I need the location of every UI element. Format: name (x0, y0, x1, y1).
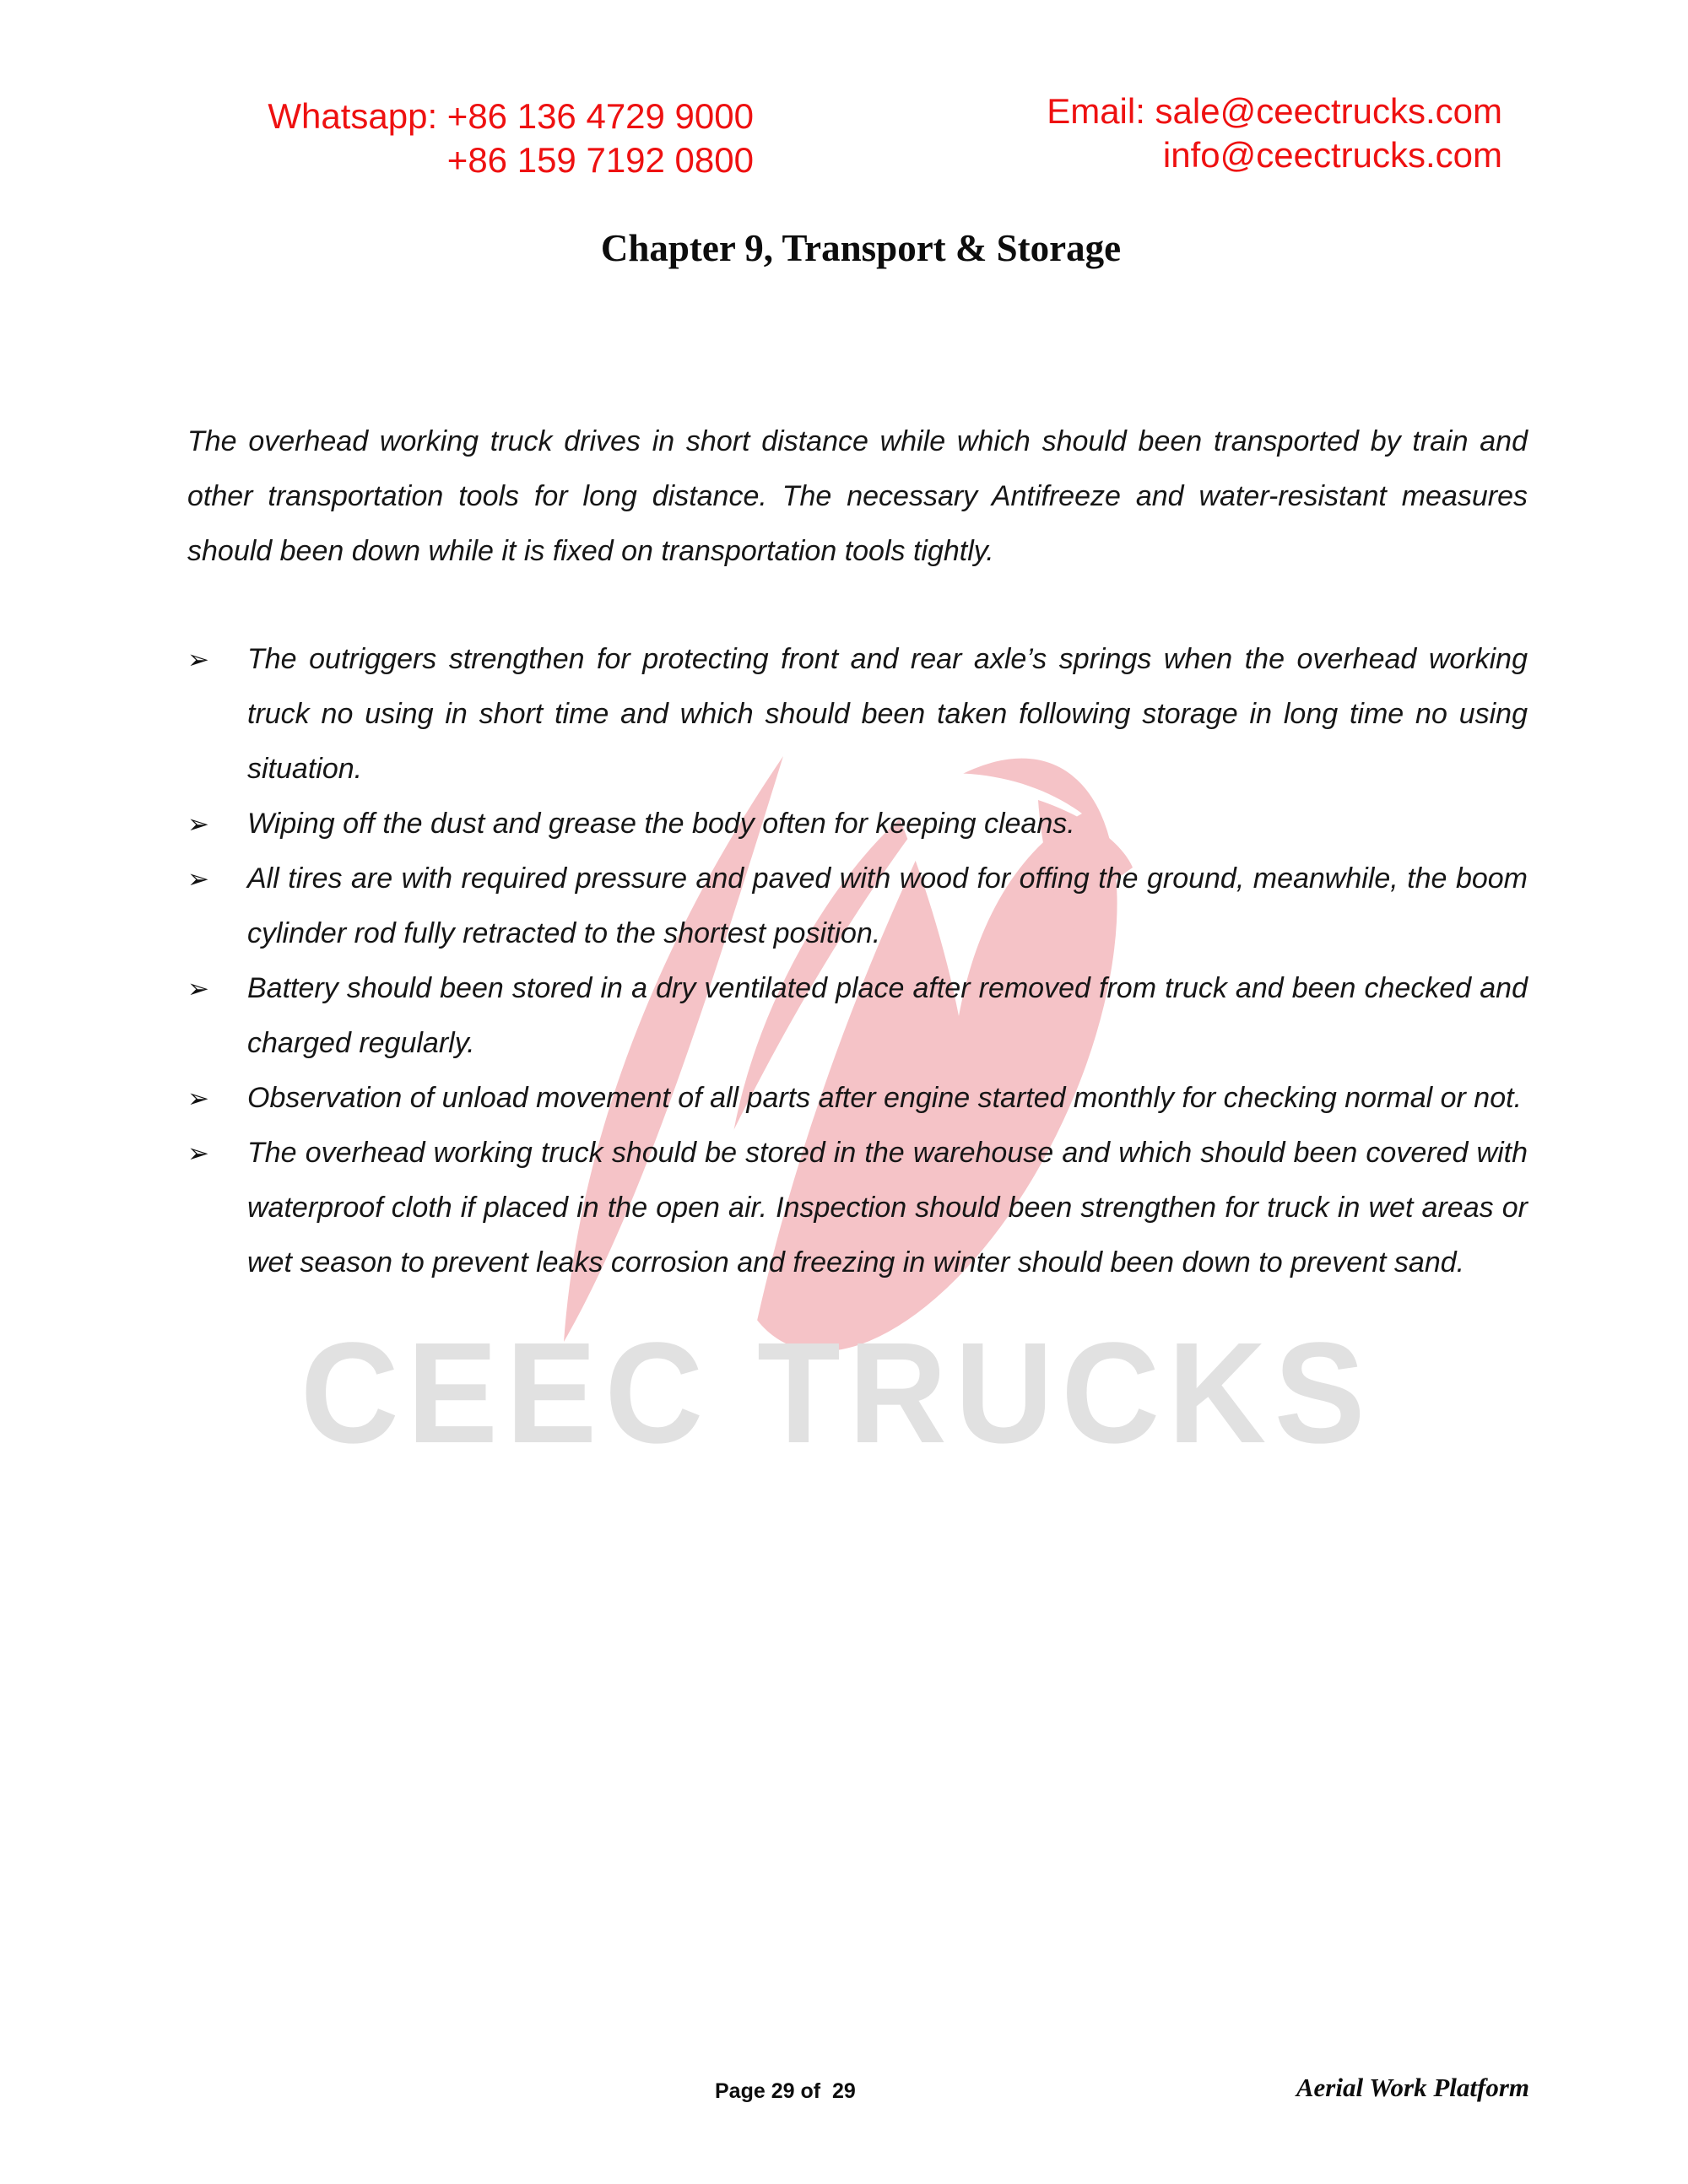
list-item-text: The outriggers strengthen for protecting front and rear axle’s springs when the overhead working truck no using in short time and which should been taken following storage in long time no using situation. (247, 643, 1528, 785)
footer-document-name: Aerial Work Platform (1296, 2073, 1529, 2102)
list-item-text: The overhead working truck should be stored in the warehouse and which should been covered with waterproof cloth if placed in the open air. Inspection should been strengthen for truck in wet areas or wet season to prevent leaks corrosion and freezing in winter should been down to prevent sand. (247, 1137, 1528, 1279)
arrow-bullet-icon: ➢ (187, 974, 209, 1003)
intro-paragraph: The overhead working truck drives in short distance while which should been transported by train and other transportation tools for long distance. The necessary Antifreeze and water-resistant measures should been down while it is fixed on transportation tools tightly. (187, 425, 1528, 567)
watermark-text: CEEC TRUCKS (300, 1313, 1373, 1473)
list-item-text: All tires are with required pressure and paved with wood for offing the ground, meanwhile, the boom cylinder rod fully retracted to the shortest position. (247, 862, 1528, 949)
arrow-bullet-icon: ➢ (187, 645, 209, 674)
chapter-title: Chapter 9, Transport & Storage (600, 227, 1122, 269)
list-item (187, 961, 1528, 1071)
email-address-line1: Email: sale@ceectrucks.com (1047, 91, 1502, 131)
list-item (187, 1071, 1528, 1126)
list-item (187, 851, 1528, 961)
arrow-bullet-icon: ➢ (187, 1138, 209, 1168)
arrow-bullet-icon: ➢ (187, 1084, 209, 1113)
arrow-bullet-icon: ➢ (187, 809, 209, 839)
list-item-text: Wiping off the dust and grease the body often for keeping cleans. (247, 808, 1075, 840)
whatsapp-number-line1: Whatsapp: +86 136 4729 9000 (268, 96, 754, 136)
whatsapp-number-line2: +86 159 7192 0800 (446, 140, 754, 180)
bullet-list (187, 632, 1528, 1290)
list-item-text: Observation of unload movement of all parts after engine started monthly for checking normal or not. (247, 1082, 1523, 1114)
email-contact-block (1047, 89, 1502, 177)
list-item (187, 797, 1528, 851)
list-item-text: Battery should been stored in a dry ventilated place after removed from truck and been checked and charged regularly. (247, 972, 1528, 1059)
whatsapp-contact-block (199, 95, 754, 182)
page-number-indicator: Page 29 of 29 (715, 2079, 856, 2103)
arrow-bullet-icon: ➢ (187, 864, 209, 894)
list-item (187, 632, 1528, 797)
list-item (187, 1126, 1528, 1290)
email-address-line2: info@ceectrucks.com (1162, 135, 1502, 175)
